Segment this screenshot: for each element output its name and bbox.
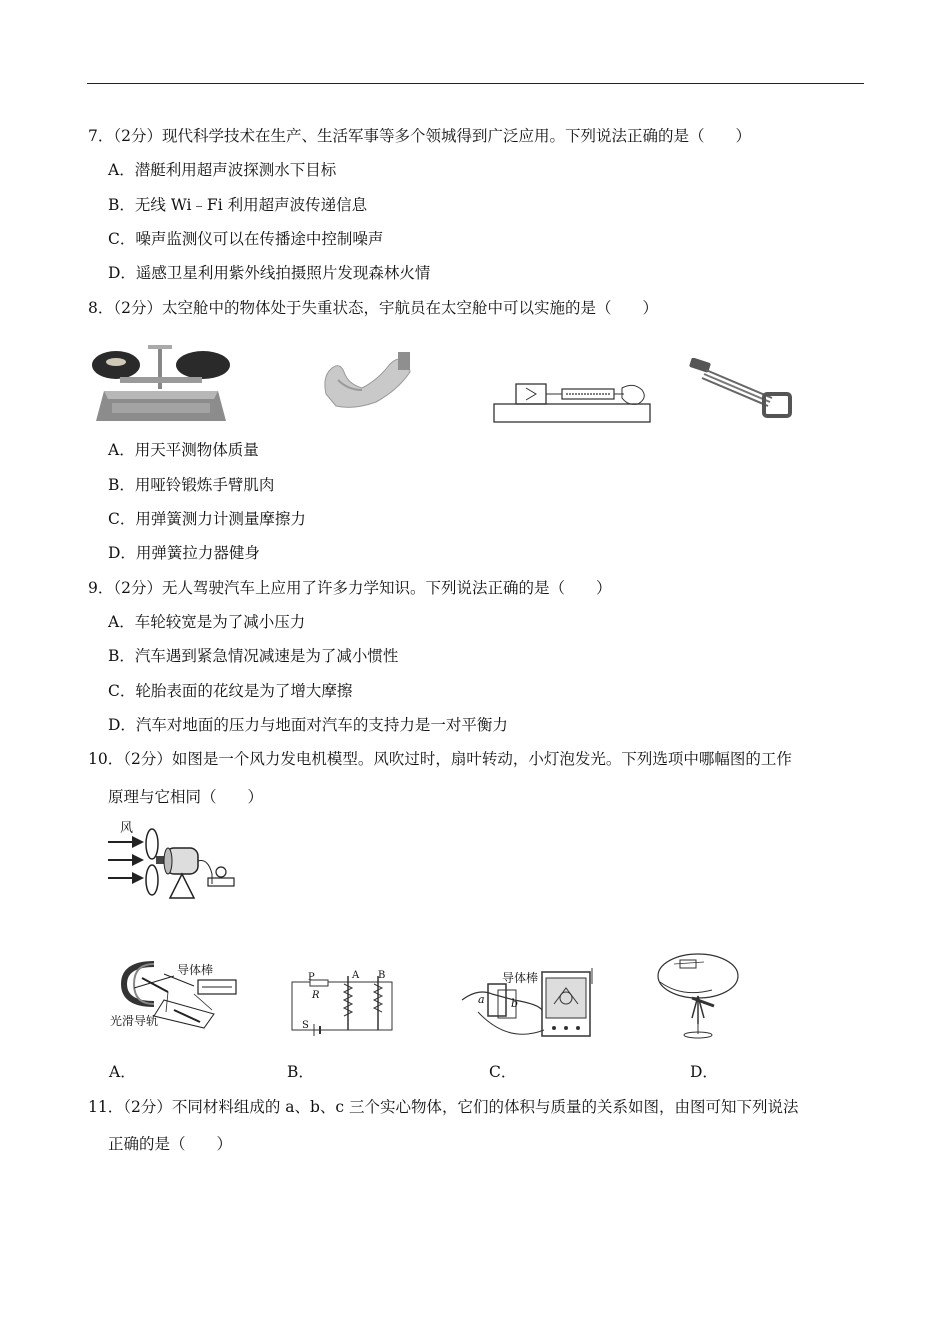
question-10-stem-line1: 10．（2分）如图是一个风力发电机模型。风吹过时，扇叶转动，小灯泡发光。下列选项中哪幅图的工作 [88, 750, 792, 768]
question-9-stem: 9．（2分）无人驾驶汽车上应用了许多力学知识。下列说法正确的是（ ） [88, 579, 612, 597]
balance-scale-image [90, 343, 232, 425]
question-8-stem: 8．（2分）太空舱中的物体处于失重状态，宇航员在太空舱中可以实施的是（ ） [88, 299, 658, 317]
header-rule [87, 83, 864, 84]
wind-generator-figure [104, 828, 240, 900]
friction-measurement-image [492, 378, 654, 424]
question-8-option-a: A．用天平测物体质量 [108, 441, 259, 459]
question-8-option-d: D．用弹簧拉力器健身 [108, 544, 260, 562]
question-9-option-a: A．车轮较宽是为了减小压力 [108, 613, 306, 631]
option-a-conductor-label: 导体棒 [177, 963, 214, 977]
question-9-option-c: C．轮胎表面的花纹是为了增大摩擦 [108, 682, 353, 700]
option-c-label-a: a [478, 993, 485, 1006]
question-10-stem-line2: 原理与它相同（ ） [108, 788, 264, 806]
option-d-figure [652, 946, 746, 1040]
option-c-conductor-label: 导体棒 [502, 971, 539, 985]
question-8-option-c: C．用弹簧测力计测量摩擦力 [108, 510, 306, 528]
question-9-option-d: D．汽车对地面的压力与地面对汽车的支持力是一对平衡力 [108, 716, 508, 734]
question-11-stem-line1: 11．（2分）不同材料组成的 a、b、c 三个实心物体，它们的体积与质量的关系如图，由图可知下列说法 [88, 1098, 799, 1116]
option-a-label: A． [109, 1063, 136, 1081]
spring-expander-image [686, 358, 794, 422]
question-11-stem-line2: 正确的是（ ） [108, 1135, 233, 1153]
question-8-option-b: B．用哑铃锻炼手臂肌肉 [108, 476, 275, 494]
option-b-label-a: A [352, 970, 360, 981]
option-b-label-b: B [378, 970, 386, 981]
option-c-label: C． [489, 1063, 517, 1081]
option-c-label-b: b [511, 997, 519, 1010]
question-7-option-c: C．噪声监测仪可以在传播途中控制噪声 [108, 230, 384, 248]
question-9-option-b: B．汽车遇到紧急情况减速是为了减小惯性 [108, 647, 399, 665]
option-d-label: D． [690, 1063, 718, 1081]
question-7-stem: 7．（2分）现代科学技术在生产、生活军事等多个领城得到广泛应用。下列说法正确的是（ ） [88, 127, 751, 145]
option-b-label-s: S [302, 1020, 309, 1031]
option-b-label: B． [287, 1063, 314, 1081]
question-7-option-b: B．无线 Wi﹣Fi 利用超声波传递信息 [108, 196, 368, 214]
option-b-label-p: P [308, 972, 315, 983]
wind-label: 风 [120, 821, 134, 836]
option-a-rail-label: 光滑导轨 [110, 1014, 159, 1028]
question-7-option-d: D．遥感卫星利用紫外线拍摄照片发现森林火情 [108, 264, 431, 282]
option-b-label-r: R [312, 990, 320, 1001]
question-7-option-a: A．潜艇利用超声波探测水下目标 [108, 161, 337, 179]
dumbbell-arm-image [318, 350, 414, 412]
